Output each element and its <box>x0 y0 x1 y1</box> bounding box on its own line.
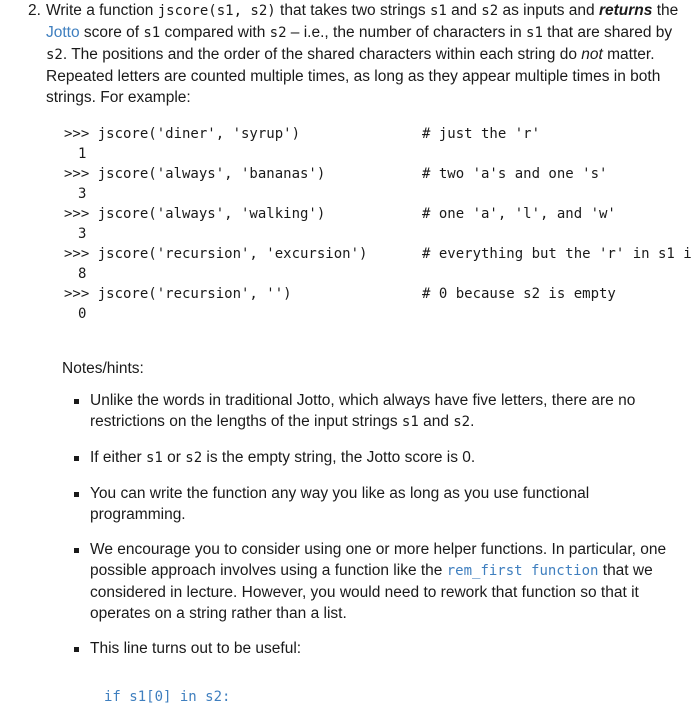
rem-first-link[interactable]: rem_first function <box>446 563 599 579</box>
problem-number: 2. <box>28 2 41 19</box>
example-comment: # just the 'r' <box>422 126 541 142</box>
example-row <box>64 162 700 202</box>
example-output: 8 <box>78 266 87 282</box>
example-comment: # one 'a', 'l', and 'w' <box>422 206 616 222</box>
example-output: 1 <box>78 146 87 162</box>
example-output: 0 <box>78 306 87 322</box>
example-comment: # 0 because s2 is empty <box>422 286 616 302</box>
list-item: We encourage you to consider using one or more helper functions. In particular, one possible approach involves using a function like the rem_first function that we considered in lecture. However, you would need to rework that function so that it operates on a string rather than a list. <box>74 539 684 624</box>
example-command: >>> jscore('diner', 'syrup') <box>64 126 301 142</box>
example-comment: # two 'a's and one 's' <box>422 166 608 182</box>
notes-heading: Notes/hints: <box>62 360 144 377</box>
example-row <box>64 282 700 322</box>
example-row <box>64 122 700 162</box>
example-comment: # everything but the 'r' in s1 i <box>422 246 692 262</box>
example-output: 3 <box>78 186 87 202</box>
list-item: Unlike the words in traditional Jotto, which always have five letters, there are no restrictions on the lengths of the input strings s1 and s2. <box>74 390 684 433</box>
hints-list <box>74 390 684 673</box>
function-signature: jscore(s1, s2) <box>157 3 276 19</box>
example-row <box>64 242 700 282</box>
example-command: >>> jscore('recursion', 'excursion') <box>64 246 368 262</box>
list-item: If either s1 or s2 is the empty string, the Jotto score is 0. <box>74 447 684 469</box>
list-item: This line turns out to be useful: <box>74 638 684 659</box>
list-item: You can write the function any way you like as long as you use functional programming. <box>74 483 684 525</box>
examples-block <box>64 122 700 322</box>
example-row <box>64 202 700 242</box>
example-command: >>> jscore('always', 'bananas') <box>64 166 326 182</box>
code-snippet: if s1[0] in s2: <box>104 689 231 705</box>
jotto-link[interactable]: Jotto <box>46 24 80 41</box>
example-command: >>> jscore('always', 'walking') <box>64 206 326 222</box>
example-command: >>> jscore('recursion', '') <box>64 286 292 302</box>
problem-statement: 2. Write a function jscore(s1, s2) that takes two strings s1 and s2 as inputs and returns the Jotto score of s1 compared with s2 – i.e., the number of characters in s1 that are shared by s2. The positions and the order of the shared characters within each string do not matter. Repeated letters are counted multiple times, as long as they appear multiple times in both strings. For example: <box>28 2 679 106</box>
example-output: 3 <box>78 226 87 242</box>
